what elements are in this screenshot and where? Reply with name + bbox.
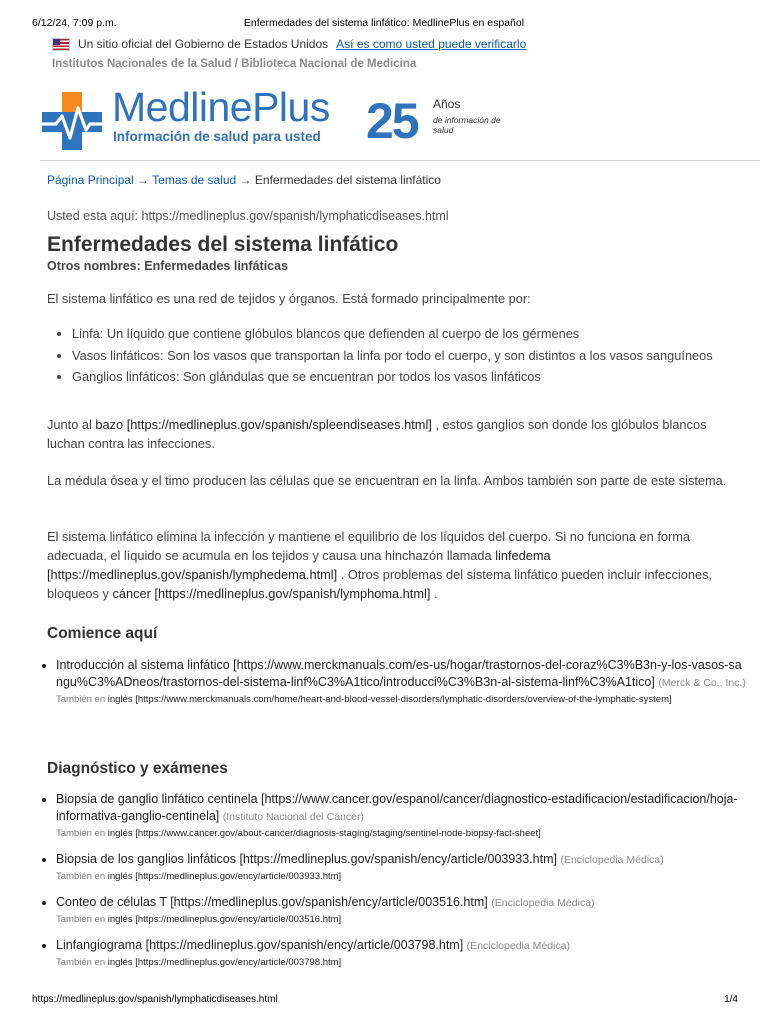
verify-link[interactable]: Así es como usted puede verificarlo xyxy=(336,37,527,51)
also-label: También en xyxy=(56,914,106,925)
cancer-link[interactable]: cáncer [https://medlineplus.gov/spanish/lymphoma.html] xyxy=(112,586,431,601)
also-label: También en xyxy=(56,828,106,839)
breadcrumb-current: Enfermedades del sistema linfático xyxy=(254,173,441,187)
paragraph-text: El sistema linfático elimina la infección y mantiene el equilibrio de los líquidos del cuerpo. Si no funciona en forma adecuada, el líquido se acumula en los tejidos y causa una hinchazón llamada xyxy=(47,529,691,563)
list-item: • Linfa: Un líquido que contiene glóbulos blancos que defienden al cuerpo de los gérmenes xyxy=(72,325,752,343)
brand-subtitle: Información de salud para usted xyxy=(113,129,321,144)
resource-link[interactable]: Linfangiograma [https://medlineplus.gov/spanish/ency/article/003798.htm] xyxy=(56,938,464,952)
diagnosis-list xyxy=(37,791,746,980)
resource-link[interactable]: Biopsia de los ganglios linfáticos [https://medlineplus.gov/spanish/ency/article/003933.htm] xyxy=(56,852,557,866)
paragraph-text: Junto al xyxy=(47,417,96,432)
diagnosis-heading: Diagnóstico y exámenes xyxy=(47,760,228,777)
breadcrumb-sep: → xyxy=(133,173,153,187)
components-list xyxy=(47,325,752,390)
marrow-paragraph: La médula ósea y el timo producen las células que se encuentran en la linfa. Ambos también son parte de este sistema. xyxy=(47,473,727,488)
gov-banner xyxy=(52,37,526,51)
also-label: También en xyxy=(56,957,106,968)
resource-source: (Enciclopedia Médica) xyxy=(560,854,664,866)
also-in-english xyxy=(56,869,746,884)
resource-link[interactable]: Conteo de células T [https://medlineplus.gov/spanish/ency/article/003516.htm] xyxy=(56,895,488,909)
list-item xyxy=(56,851,746,884)
also-label: También en xyxy=(56,694,106,705)
english-link[interactable]: inglés [https://www.merckmanuals.com/home/heart-and-blood-vessel-disorders/lymphatic-disorders/overview-of-the-lymphatic-system] xyxy=(107,694,672,705)
english-link[interactable]: inglés [https://medlineplus.gov/ency/article/003798.htm] xyxy=(107,957,342,968)
gov-banner-text: Un sitio oficial del Gobierno de Estados Unidos xyxy=(78,37,329,51)
also-in-english xyxy=(56,826,746,841)
function-paragraph xyxy=(47,527,727,603)
nih-line: Institutos Nacionales de la Salud / Biblioteca Nacional de Medicina xyxy=(52,58,417,70)
print-page-number: 1/4 xyxy=(724,994,738,1005)
medlineplus-logo[interactable] xyxy=(40,84,510,150)
lymphedema-link[interactable]: linfedema [https://medlineplus.gov/spanish/lymphedema.html] xyxy=(47,548,551,582)
anniversary-word: Años xyxy=(433,97,461,111)
brand-name: MedlinePlus xyxy=(112,84,330,130)
us-flag-icon xyxy=(52,38,70,51)
spleen-paragraph xyxy=(47,415,727,453)
page-title: Enfermedades del sistema linfático xyxy=(47,233,399,256)
anniversary-number: 25 xyxy=(366,93,418,149)
list-item xyxy=(56,937,746,970)
paragraph-text: , estos ganglios son donde los glóbulos blancos luchan contra las infecciones. xyxy=(47,417,707,451)
start-here-heading: Comience aquí xyxy=(47,625,158,642)
list-item xyxy=(56,894,746,927)
resource-source: (Merck & Co., Inc.) xyxy=(658,677,746,689)
resource-source: (Enciclopedia Médica) xyxy=(466,940,570,952)
also-in-english xyxy=(56,955,746,970)
other-names: Otros nombres: Enfermedades linfáticas xyxy=(47,259,289,273)
header-divider xyxy=(40,160,760,161)
anniversary-subtitle: de información de salud xyxy=(433,115,501,135)
resource-link[interactable]: Biopsia de ganglio linfático centinela [https://www.cancer.gov/espanol/cancer/diagnostico-estadificacion/estadificacion/hoja-informativa-ganglio-centinela] xyxy=(56,792,738,823)
resource-link[interactable]: Introducción al sistema linfático [https://www.merckmanuals.com/es-us/hogar/trastornos-del-coraz%C3%B3n-y-los-vasos-sangu%C3%ADneos/trastornos-del-sistema-linf%C3%A1tico/introducci%C3%B3n-al-sistema-linf%C3%A1tico] xyxy=(56,658,742,689)
list-item: • Vasos linfáticos: Son los vasos que transportan la linfa por todo el cuerpo, y son distintos a los vasos sanguíneos xyxy=(72,347,752,365)
list-item xyxy=(56,791,746,841)
breadcrumb-sep: → xyxy=(236,173,255,187)
print-footer-url: https://medlineplus.gov/spanish/lymphaticdiseases.html xyxy=(32,994,278,1005)
intro-paragraph: El sistema linfático es una red de tejidos y órganos. Está formado principalmente por: xyxy=(47,291,531,306)
english-link[interactable]: inglés [https://medlineplus.gov/ency/article/003933.htm] xyxy=(107,871,342,882)
resource-source: (Instituto Nacional del Cáncer) xyxy=(222,811,364,823)
breadcrumb xyxy=(47,173,441,187)
medlineplus-cross-icon xyxy=(40,90,104,152)
also-in-english xyxy=(56,692,746,707)
list-item xyxy=(56,657,746,707)
breadcrumb-home[interactable]: Página Principal xyxy=(47,173,134,187)
spleen-link[interactable]: bazo [https://medlineplus.gov/spanish/spleendiseases.html] xyxy=(95,417,432,432)
list-item: • Ganglios linfáticos: Son glándulas que se encuentran por todos los vasos linfáticos xyxy=(72,368,752,386)
resource-source: (Enciclopedia Médica) xyxy=(491,897,595,909)
also-in-english xyxy=(56,912,746,927)
paragraph-text: . Otros problemas del sistema linfático pueden incluir infecciones, bloqueos y xyxy=(47,567,713,601)
paragraph-text: . xyxy=(430,586,438,601)
breadcrumb-topics[interactable]: Temas de salud xyxy=(152,173,237,187)
print-page-title: Enfermedades del sistema linfático: MedlinePlus en español xyxy=(243,17,525,29)
english-link[interactable]: inglés [https://medlineplus.gov/ency/article/003516.htm] xyxy=(107,914,342,925)
english-link[interactable]: inglés [https://www.cancer.gov/about-cancer/diagnosis-staging/staging/sentinel-node-biopsy-fact-sheet] xyxy=(107,828,541,839)
also-label: También en xyxy=(56,871,106,882)
you-are-here: Usted esta aquí: https://medlineplus.gov/spanish/lymphaticdiseases.html xyxy=(47,209,449,223)
print-datetime: 6/12/24, 7:09 p.m. xyxy=(32,17,117,29)
start-here-list xyxy=(37,657,746,717)
